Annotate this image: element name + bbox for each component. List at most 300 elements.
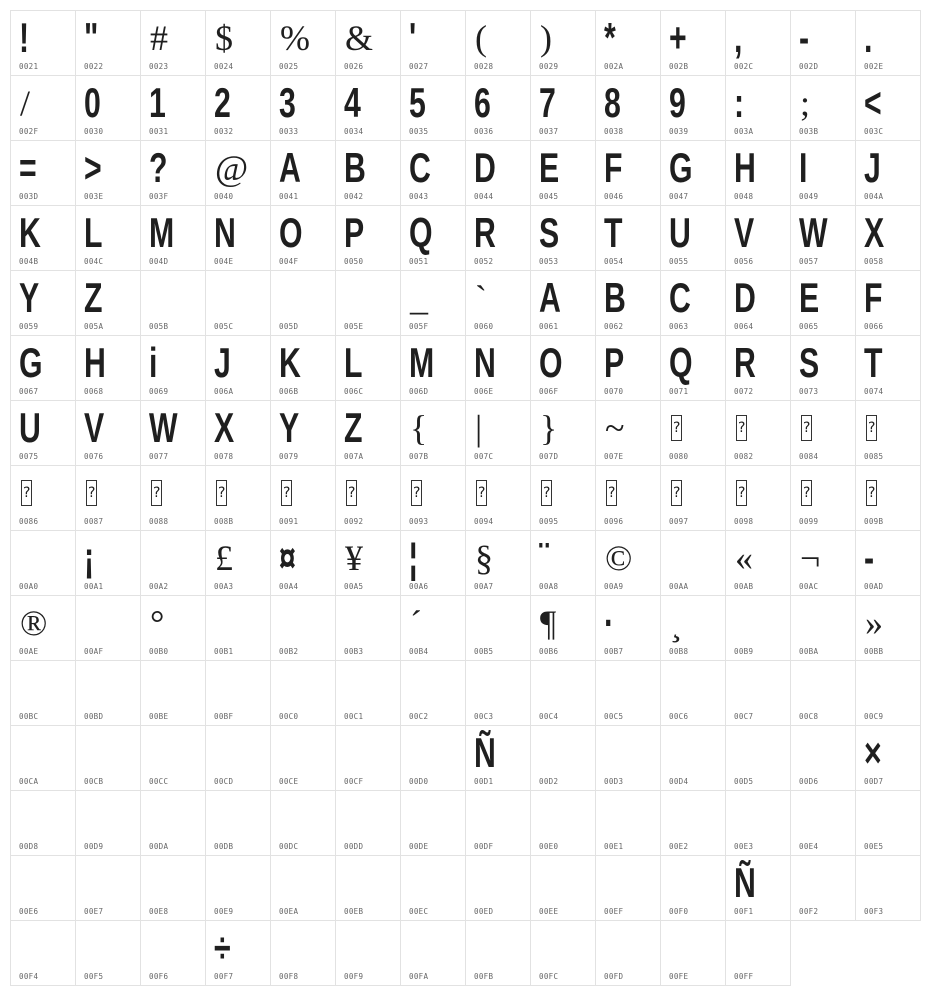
glyph-cell[interactable] [855,140,921,206]
glyph-cell[interactable] [790,10,856,76]
glyph-cell[interactable] [465,790,531,856]
glyph-cell[interactable] [530,725,596,791]
glyph-character: B [604,274,626,321]
codepoint-label: 0042 [344,192,364,201]
glyph-cell[interactable] [140,205,206,271]
glyph-cell[interactable] [400,140,466,206]
glyph-cell[interactable] [335,465,401,531]
glyph-cell[interactable] [530,400,596,466]
codepoint-label: 00D3 [604,777,624,786]
glyph-cell[interactable] [205,270,271,336]
glyph-character: « [735,538,753,578]
glyph-cell[interactable] [400,465,466,531]
glyph-cell[interactable] [400,270,466,336]
glyph-cell[interactable] [595,75,661,141]
glyph-cell[interactable] [855,530,921,596]
glyph-cell[interactable] [465,920,531,986]
codepoint-label: 00EC [409,907,429,916]
glyph-cell[interactable] [400,920,466,986]
glyph-cell[interactable] [660,270,726,336]
codepoint-label: 005C [214,322,234,331]
glyph-character: W [799,209,828,256]
codepoint-label: 00C9 [864,712,884,721]
codepoint-label: 00E4 [799,842,819,851]
codepoint-label: 004D [149,257,169,266]
glyph-cell[interactable] [205,205,271,271]
glyph-character: E [799,274,820,321]
glyph-cell[interactable] [725,140,791,206]
glyph-cell[interactable] [725,465,791,531]
glyph-cell[interactable] [595,465,661,531]
glyph-cell[interactable] [335,920,401,986]
glyph-cell[interactable] [725,270,791,336]
glyph-cell[interactable] [725,660,791,726]
glyph-character: · [604,599,615,646]
glyph-cell[interactable] [75,920,141,986]
glyph-cell[interactable] [75,660,141,726]
glyph-cell[interactable] [855,270,921,336]
glyph-cell[interactable] [595,400,661,466]
codepoint-label: 00D5 [734,777,754,786]
glyph-cell[interactable] [790,595,856,661]
glyph-cell[interactable] [205,75,271,141]
codepoint-label: 00EA [279,907,299,916]
glyph-cell[interactable] [530,790,596,856]
glyph-cell[interactable] [465,205,531,271]
glyph-cell[interactable] [855,725,921,791]
glyph-cell[interactable] [335,660,401,726]
codepoint-label: 005E [344,322,364,331]
glyph-cell[interactable] [530,660,596,726]
glyph-cell[interactable] [270,400,336,466]
glyph-character: © [605,538,633,578]
glyph-cell[interactable] [205,140,271,206]
glyph-cell[interactable] [10,595,76,661]
glyph-cell[interactable] [660,400,726,466]
glyph-cell[interactable] [335,530,401,596]
glyph-cell[interactable] [270,75,336,141]
glyph-cell[interactable] [855,400,921,466]
glyph-cell[interactable] [75,530,141,596]
glyph-character: ¡ [84,534,95,581]
glyph-cell[interactable] [75,790,141,856]
glyph-cell[interactable] [400,790,466,856]
glyph-character: T [864,339,883,386]
glyph-cell[interactable] [140,855,206,921]
glyph-cell[interactable] [205,920,271,986]
glyph-cell[interactable] [465,400,531,466]
codepoint-label: 0097 [669,517,689,526]
glyph-cell[interactable] [595,205,661,271]
codepoint-label: 00AC [799,582,819,591]
glyph-character: ? [671,415,682,441]
codepoint-label: 00D4 [669,777,689,786]
codepoint-label: 0056 [734,257,754,266]
codepoint-label: 00E6 [19,907,39,916]
glyph-cell[interactable] [75,75,141,141]
glyph-character: H [734,144,756,191]
glyph-cell[interactable] [595,270,661,336]
glyph-cell[interactable] [10,335,76,401]
codepoint-label: 0080 [669,452,689,461]
glyph-cell[interactable] [660,725,726,791]
glyph-cell[interactable] [400,660,466,726]
glyph-cell[interactable] [790,140,856,206]
glyph-cell[interactable] [10,75,76,141]
glyph-cell[interactable] [465,270,531,336]
glyph-character: G [19,339,43,386]
glyph-cell[interactable] [855,205,921,271]
glyph-cell[interactable] [205,530,271,596]
codepoint-label: 003B [799,127,819,136]
glyph-cell[interactable] [140,790,206,856]
glyph-character: M [149,209,175,256]
glyph-cell[interactable] [660,10,726,76]
glyph-cell[interactable] [10,270,76,336]
glyph-cell[interactable] [205,465,271,531]
glyph-cell[interactable] [75,205,141,271]
codepoint-label: 00EF [604,907,624,916]
glyph-cell[interactable] [400,725,466,791]
glyph-character: » [865,603,883,643]
codepoint-label: 006E [474,387,494,396]
glyph-cell[interactable] [855,335,921,401]
codepoint-label: 006C [344,387,364,396]
glyph-cell[interactable] [335,335,401,401]
glyph-cell[interactable] [855,790,921,856]
glyph-cell[interactable] [10,205,76,271]
glyph-cell[interactable] [400,530,466,596]
glyph-character: P [344,209,365,256]
glyph-cell[interactable] [660,75,726,141]
glyph-cell[interactable] [595,725,661,791]
codepoint-label: 00DF [474,842,494,851]
glyph-cell[interactable] [660,465,726,531]
codepoint-label: 00EE [539,907,559,916]
glyph-cell[interactable] [725,205,791,271]
glyph-character: + [669,14,687,61]
codepoint-label: 0091 [279,517,299,526]
codepoint-label: 00CB [84,777,104,786]
codepoint-label: 005F [409,322,429,331]
glyph-cell[interactable] [400,335,466,401]
glyph-cell[interactable] [270,920,336,986]
glyph-cell[interactable] [10,10,76,76]
glyph-cell[interactable] [530,270,596,336]
glyph-cell[interactable] [205,400,271,466]
glyph-cell[interactable] [855,10,921,76]
codepoint-label: 00D7 [864,777,884,786]
glyph-cell[interactable] [10,400,76,466]
glyph-cell[interactable] [400,855,466,921]
glyph-cell[interactable] [790,530,856,596]
codepoint-label: 0095 [539,517,559,526]
glyph-cell[interactable] [335,75,401,141]
glyph-cell[interactable] [660,335,726,401]
glyph-cell[interactable] [465,335,531,401]
glyph-cell[interactable] [465,595,531,661]
glyph-cell[interactable] [140,75,206,141]
glyph-cell[interactable] [725,10,791,76]
glyph-cell[interactable] [75,10,141,76]
glyph-cell[interactable] [140,595,206,661]
glyph-character: A [539,274,561,321]
glyph-cell[interactable] [400,205,466,271]
glyph-cell[interactable] [140,920,206,986]
glyph-cell[interactable] [335,205,401,271]
codepoint-label: 006D [409,387,429,396]
glyph-character: . [864,14,873,61]
codepoint-label: 0071 [669,387,689,396]
glyph-cell[interactable] [400,595,466,661]
glyph-cell[interactable] [790,465,856,531]
codepoint-label: 002E [864,62,884,71]
glyph-cell[interactable] [660,790,726,856]
codepoint-label: 007A [344,452,364,461]
codepoint-label: 004F [279,257,299,266]
glyph-cell[interactable] [530,920,596,986]
glyph-cell[interactable] [270,595,336,661]
codepoint-label: 004C [84,257,104,266]
glyph-cell[interactable] [10,660,76,726]
glyph-cell[interactable] [335,725,401,791]
codepoint-label: 0084 [799,452,819,461]
glyph-cell[interactable] [140,270,206,336]
glyph-cell[interactable] [855,595,921,661]
glyph-cell[interactable] [335,400,401,466]
glyph-cell[interactable] [595,595,661,661]
codepoint-label: 00C2 [409,712,429,721]
glyph-cell[interactable] [465,465,531,531]
glyph-cell[interactable] [660,920,726,986]
glyph-cell[interactable] [790,400,856,466]
codepoint-label: 002C [734,62,754,71]
glyph-cell[interactable] [855,465,921,531]
codepoint-label: 00A0 [19,582,39,591]
glyph-cell[interactable] [725,595,791,661]
glyph-cell[interactable] [595,530,661,596]
codepoint-label: 00C6 [669,712,689,721]
codepoint-label: 0046 [604,192,624,201]
glyph-cell[interactable] [205,660,271,726]
glyph-cell[interactable] [530,10,596,76]
glyph-cell[interactable] [140,465,206,531]
glyph-cell[interactable] [790,205,856,271]
glyph-cell[interactable] [660,660,726,726]
codepoint-label: 00AF [84,647,104,656]
glyph-character: ° [150,603,165,643]
glyph-cell[interactable] [725,725,791,791]
glyph-cell[interactable] [335,270,401,336]
glyph-cell[interactable] [10,465,76,531]
codepoint-label: 00A4 [279,582,299,591]
glyph-cell[interactable] [465,725,531,791]
glyph-cell[interactable] [75,335,141,401]
glyph-cell[interactable] [335,790,401,856]
codepoint-label: 0058 [864,257,884,266]
glyph-cell[interactable] [270,725,336,791]
glyph-cell[interactable] [465,855,531,921]
glyph-cell[interactable] [400,400,466,466]
glyph-cell[interactable] [75,595,141,661]
glyph-cell[interactable] [530,530,596,596]
glyph-cell[interactable] [855,75,921,141]
glyph-cell[interactable] [205,725,271,791]
glyph-cell[interactable] [75,140,141,206]
glyph-cell[interactable] [270,855,336,921]
glyph-cell[interactable] [595,855,661,921]
glyph-cell[interactable] [790,855,856,921]
glyph-cell[interactable] [595,920,661,986]
codepoint-label: 00EB [344,907,364,916]
glyph-character: ? [411,480,422,506]
codepoint-label: 0022 [84,62,104,71]
glyph-cell[interactable] [530,855,596,921]
codepoint-label: 00F5 [84,972,104,981]
glyph-character: Z [344,404,363,451]
glyph-cell[interactable] [10,725,76,791]
glyph-cell[interactable] [530,75,596,141]
codepoint-label: 003F [149,192,169,201]
glyph-cell[interactable] [790,790,856,856]
glyph-cell[interactable] [270,465,336,531]
glyph-cell[interactable] [790,725,856,791]
glyph-cell[interactable] [465,140,531,206]
glyph-cell[interactable] [10,140,76,206]
glyph-cell[interactable] [530,595,596,661]
glyph-cell[interactable] [75,270,141,336]
glyph-cell[interactable] [465,10,531,76]
glyph-cell[interactable] [270,270,336,336]
glyph-cell[interactable] [140,335,206,401]
glyph-cell[interactable] [725,790,791,856]
glyph-cell[interactable] [530,465,596,531]
glyph-cell[interactable] [660,595,726,661]
glyph-character: T [604,209,623,256]
glyph-cell[interactable] [205,855,271,921]
glyph-cell[interactable] [205,10,271,76]
glyph-cell[interactable] [465,530,531,596]
glyph-cell[interactable] [660,855,726,921]
glyph-cell[interactable] [595,140,661,206]
glyph-cell[interactable] [790,660,856,726]
glyph-cell[interactable] [660,205,726,271]
glyph-character: } [540,408,558,448]
glyph-cell[interactable] [335,595,401,661]
codepoint-label: 005D [279,322,299,331]
glyph-cell[interactable] [75,465,141,531]
glyph-cell[interactable] [270,140,336,206]
glyph-cell[interactable] [75,855,141,921]
glyph-cell[interactable] [335,140,401,206]
codepoint-label: 00F2 [799,907,819,916]
glyph-cell[interactable] [790,270,856,336]
codepoint-label: 007B [409,452,429,461]
glyph-cell[interactable] [140,660,206,726]
glyph-cell[interactable] [270,205,336,271]
glyph-cell[interactable] [270,790,336,856]
glyph-cell[interactable] [465,75,531,141]
glyph-cell[interactable] [530,335,596,401]
glyph-character: Q [409,209,433,256]
glyph-cell[interactable] [75,400,141,466]
glyph-character: ¦ [409,534,418,581]
glyph-cell[interactable] [595,335,661,401]
glyph-cell[interactable] [790,335,856,401]
glyph-cell[interactable] [595,790,661,856]
glyph-cell[interactable] [725,855,791,921]
codepoint-label: 00B2 [279,647,299,656]
glyph-cell[interactable] [205,335,271,401]
codepoint-label: 00E2 [669,842,689,851]
glyph-character: £ [215,538,233,578]
glyph-cell[interactable] [140,530,206,596]
glyph-cell[interactable] [725,335,791,401]
codepoint-label: 00A9 [604,582,624,591]
codepoint-label: 00A3 [214,582,234,591]
codepoint-label: 0041 [279,192,299,201]
glyph-cell[interactable] [140,10,206,76]
glyph-cell[interactable] [530,140,596,206]
codepoint-label: 0050 [344,257,364,266]
glyph-cell[interactable] [270,660,336,726]
glyph-cell[interactable] [400,75,466,141]
glyph-character: Ñ [474,729,496,776]
glyph-cell[interactable] [75,725,141,791]
glyph-cell[interactable] [855,660,921,726]
glyph-cell[interactable] [270,10,336,76]
glyph-cell[interactable] [660,140,726,206]
glyph-cell[interactable] [595,10,661,76]
glyph-character: ? [801,415,812,441]
glyph-cell[interactable] [530,205,596,271]
codepoint-label: 0087 [84,517,104,526]
glyph-cell[interactable] [10,920,76,986]
glyph-cell[interactable] [10,790,76,856]
glyph-cell[interactable] [205,790,271,856]
glyph-cell[interactable] [335,855,401,921]
glyph-cell[interactable] [205,595,271,661]
glyph-cell[interactable] [725,75,791,141]
glyph-cell[interactable] [10,855,76,921]
codepoint-label: 0072 [734,387,754,396]
glyph-cell[interactable] [725,400,791,466]
codepoint-label: 0034 [344,127,364,136]
glyph-cell[interactable] [270,530,336,596]
glyph-cell[interactable] [855,855,921,921]
glyph-cell[interactable] [10,530,76,596]
glyph-cell[interactable] [140,725,206,791]
codepoint-label: 0028 [474,62,494,71]
codepoint-label: 00CE [279,777,299,786]
glyph-cell[interactable] [725,530,791,596]
glyph-cell[interactable] [400,10,466,76]
glyph-character: | [475,408,483,448]
glyph-cell[interactable] [790,75,856,141]
glyph-cell[interactable] [270,335,336,401]
codepoint-label: 0044 [474,192,494,201]
glyph-cell[interactable] [140,400,206,466]
glyph-cell[interactable] [595,660,661,726]
codepoint-label: 002B [669,62,689,71]
glyph-cell[interactable] [465,660,531,726]
codepoint-label: 00B3 [344,647,364,656]
glyph-cell[interactable] [725,920,791,986]
glyph-cell[interactable] [335,10,401,76]
glyph-cell[interactable] [140,140,206,206]
codepoint-label: 00B7 [604,647,624,656]
glyph-cell[interactable] [660,530,726,596]
